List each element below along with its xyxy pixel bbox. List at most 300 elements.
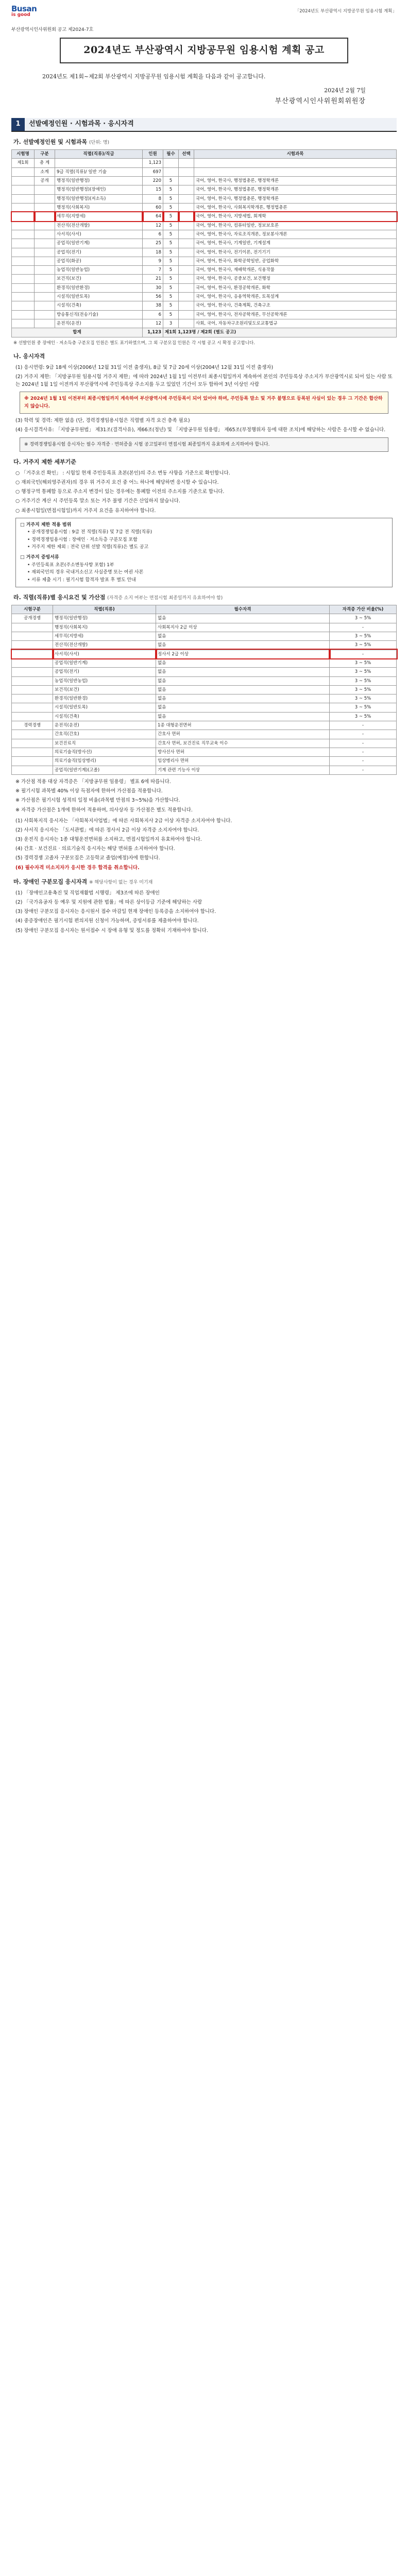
cell-req: 5 — [163, 194, 179, 203]
logo-text: Busan — [11, 4, 37, 13]
qual-cell-rate: - — [330, 721, 397, 730]
cell-opt — [179, 177, 194, 185]
residence-details — [15, 469, 393, 515]
cell-exam — [12, 212, 35, 221]
qual-cell-rate: - — [330, 739, 397, 748]
qual-row — [12, 748, 397, 757]
cell-count: 6 — [143, 230, 163, 239]
table-row — [12, 167, 397, 176]
cell-subjects: 국어, 영어, 한국사, 사회복지학개론, 행정법총론 — [194, 203, 397, 212]
qual-cell-group — [12, 712, 53, 721]
cell-subjects: 사회, 국어, 자동차구조원리및도로교통법규 — [194, 319, 397, 328]
qual-cell-req: 정사서 2급 이상 — [156, 650, 330, 658]
document-reference: 「2024년도 부산광역시 지방공무원 임용시험 계획」 — [295, 9, 397, 14]
cell-count: 12 — [143, 221, 163, 230]
total-note: 제1회 1,123명 / 제2회 (별도 공고) — [163, 328, 397, 337]
cell-series: 보건직(보건) — [55, 275, 143, 283]
qual-row — [12, 757, 397, 766]
residence-detail-item: ○ 「거주요건 확인」 : 시험일 현재 주민등록표 초본(본인)의 주소 변동 사항을 기준으로 확인합니다. — [15, 470, 230, 476]
qual-cell-series: 행정직(일반행정) — [53, 614, 156, 623]
cell-count: 18 — [143, 248, 163, 257]
qual-extra-item: (3) 운전직 응시자는 1종 대형운전면허를 소지하고, 면접시험일까지 유효하여야 합니다. — [15, 837, 202, 843]
qual-cell-series: 사서직(사서) — [53, 650, 156, 658]
cell-exam — [12, 319, 35, 328]
qual-extra-item: (4) 간호 · 보건진료 · 의료기술직 응시자는 해당 면허를 소지하여야 합니다. — [15, 846, 175, 852]
cell-series: 공업직(일반기계) — [55, 239, 143, 248]
proof-title: □ 거주지 증빙서류 — [20, 555, 59, 561]
qual-cell-rate: - — [330, 730, 397, 739]
cell-subjects: 국어, 영어, 한국사, 지방세법, 회계학 — [194, 212, 397, 221]
table-row — [12, 257, 397, 265]
cell-req: 5 — [163, 212, 179, 221]
table-row — [12, 177, 397, 185]
cell-count: 30 — [143, 283, 163, 292]
qual-row — [12, 676, 397, 685]
cell-series: 방송통신직(전송기술) — [55, 310, 143, 319]
eligibility-item: (2) 거주지 제한: 「지방공무원 임용시험 거주지 제한」에 따라 2024년 1월 1일 이전부터 최종시험일까지 계속하여 본인의 주민등록상 주소지가 부산광역시로 되어 있는 사람 또는 2024년 1월 1일 이전까지 부산광역시에 주민등록상 주소지를 두고 있었던 기간이 모두 합하여 3년 이상인 사람 — [15, 374, 393, 388]
qual-cell-req: 1종 대형운전면허 — [156, 721, 330, 730]
cell-type — [35, 221, 55, 230]
qual-cell-series: 보건진료직 — [53, 739, 156, 748]
qual-cell-req: 없음 — [156, 685, 330, 694]
busan-logo — [11, 5, 37, 18]
qual-cell-series: 환경직(일반환경) — [53, 694, 156, 703]
qual-cell-req: 없음 — [156, 658, 330, 667]
disability-item: (1) 「장애인고용촉진 및 직업재활법 시행령」 제3조에 따른 장애인 — [15, 890, 160, 896]
cell-count: 21 — [143, 275, 163, 283]
qual-cell-group — [12, 641, 53, 650]
qual-cell-group — [12, 685, 53, 694]
qual-row — [12, 658, 397, 667]
qual-cell-group: 공개경쟁 — [12, 614, 53, 623]
cell-subjects: 국어, 영어, 한국사, 공중보건, 보건행정 — [194, 275, 397, 283]
qual-cell-req: 없음 — [156, 668, 330, 676]
table-row — [12, 194, 397, 203]
qual-cell-rate: 3 ~ 5% — [330, 712, 397, 721]
intro-text: 2024년도 제1회~제2회 부산광역시 지방공무원 임용시험 계획을 다음과 같이 공고합니다. — [42, 73, 266, 80]
cell-subjects: 국어, 영어, 한국사, 화학공학일반, 공업화학 — [194, 257, 397, 265]
eligibility-list — [15, 364, 393, 452]
cell-count: 64 — [143, 212, 163, 221]
page-title: 2024년도 부산광역시 지방공무원 임용시험 계획 공고 — [83, 44, 325, 56]
qual-cell-req: 없음 — [156, 676, 330, 685]
title-box — [60, 38, 348, 63]
qual-row — [12, 685, 397, 694]
cell-type — [35, 301, 55, 310]
eligibility-item: (3) 학력 및 경력: 제한 없음 (단, 경력경쟁임용시험은 직렬별 자격 요건 충족 필요) — [15, 418, 190, 424]
qual-cell-group — [12, 694, 53, 703]
disability-item: (4) 중증장애인은 필기시험 편의지원 신청이 가능하며, 증빙서류를 제출하여야 합니다. — [15, 918, 199, 924]
disability-list — [15, 889, 393, 935]
cell-count: 1,123 — [143, 159, 163, 167]
qual-cell-series: 공업직(일반기계) — [53, 658, 156, 667]
cell-exam — [12, 293, 35, 301]
cell-subjects: 국어, 영어, 한국사, 자료조직개론, 정보봉사개론 — [194, 230, 397, 239]
cell-count: 7 — [143, 266, 163, 275]
cell-series: 전산직(전산개발) — [55, 221, 143, 230]
header-series: 직렬(직류)/직급 — [55, 150, 143, 159]
cell-req: 5 — [163, 177, 179, 185]
cell-type: 공개 — [35, 177, 55, 185]
cell-count: 8 — [143, 194, 163, 203]
cell-type — [35, 275, 55, 283]
notice-number: 부산광역시인사위원회 공고 제2024-7호 — [11, 27, 94, 32]
table-footnote: ※ 선발인원 중 장애인 · 저소득층 구분모집 인원은 별도 표기하였으며, 그 외 구분모집 인원은 각 시험 공고 시 확정 공고합니다. — [13, 340, 255, 346]
cell-subjects: 국어, 영어, 한국사, 건축계획, 건축구조 — [194, 301, 397, 310]
cell-req: 5 — [163, 275, 179, 283]
qual-cell-req: 없음 — [156, 614, 330, 623]
subsection-d-label: 라. 직렬(직류)별 응시요건 및 가산점 — [13, 594, 106, 601]
cell-count: 25 — [143, 239, 163, 248]
total-count: 1,123 — [143, 328, 163, 337]
cell-opt — [179, 221, 194, 230]
cell-type — [35, 185, 55, 194]
qual-cell-rate: 3 ~ 5% — [330, 614, 397, 623]
qual-cell-series: 운전직(운전) — [53, 721, 156, 730]
cell-type — [35, 293, 55, 301]
table-row — [12, 301, 397, 310]
cell-series — [55, 159, 143, 167]
qual-cell-rate: 3 ~ 5% — [330, 694, 397, 703]
table-row — [12, 185, 397, 194]
cell-subjects: 국어, 영어, 한국사, 행정법총론, 행정학개론 — [194, 194, 397, 203]
cell-count: 9 — [143, 257, 163, 265]
qual-cell-rate: 3 ~ 5% — [330, 632, 397, 640]
residence-detail-item: ○ 거주기간 계산 시 주민등록 말소 또는 거주 불명 기간은 산입하지 않습니다. — [15, 498, 180, 504]
cell-exam — [12, 283, 35, 292]
proof-item: • 서류 제출 시기 : 필기시험 합격자 발표 후 별도 안내 — [27, 577, 136, 583]
residence-notice-text: ※ 2024년 1월 1일 이전부터 최종시험일까지 계속하여 부산광역시에 주민등록이 되어 있어야 하며, 주민등록 말소 및 거주 불명으로 등록된 사실이 있는 경우 그 기간은 합산하지 않습니다. — [24, 396, 383, 409]
qual-cell-req: 사회복지사 2급 이상 — [156, 623, 330, 632]
qual-cell-series: 시설직(건축) — [53, 712, 156, 721]
cell-opt — [179, 266, 194, 275]
cell-series: 행정직(일반행정)(저소득) — [55, 194, 143, 203]
cell-subjects: 국어, 영어, 한국사, 전자공학개론, 무선공학개론 — [194, 310, 397, 319]
qual-cell-group — [12, 658, 53, 667]
cell-series: 시설직(건축) — [55, 301, 143, 310]
cell-req: 5 — [163, 203, 179, 212]
qual-extra-item: (5) 경력경쟁 고졸자 구분모집은 고등학교 졸업(예정)자에 한합니다. — [15, 855, 160, 861]
qual-row — [12, 623, 397, 632]
qual-cell-rate: 3 ~ 5% — [330, 641, 397, 650]
qual-cell-req: 간호사 면허 — [156, 730, 330, 739]
cell-type — [35, 248, 55, 257]
subsection-a-label: 가. 선발예정인원 및 시험과목 — [13, 139, 88, 146]
cell-opt — [179, 310, 194, 319]
qual-row — [12, 632, 397, 640]
table-row — [12, 266, 397, 275]
cell-exam — [12, 221, 35, 230]
cell-subjects: 국어, 영어, 한국사, 행정법총론, 행정학개론 — [194, 177, 397, 185]
cell-type — [35, 239, 55, 248]
cell-exam — [12, 266, 35, 275]
cell-type — [35, 257, 55, 265]
cell-opt — [179, 167, 194, 176]
qual-cell-series: 공업직(일반기계)(고졸) — [53, 766, 156, 774]
total-label: 합계 — [12, 328, 143, 337]
qual-cell-series: 전산직(전산개발) — [53, 641, 156, 650]
header-count: 인원 — [143, 150, 163, 159]
cell-type: 총 계 — [35, 159, 55, 167]
qual-row — [12, 694, 397, 703]
qual-extra-item: (1) 사회복지직 응시자는 「사회복지사업법」에 따른 사회복지사 2급 이상 자격증 소지자여야 합니다. — [15, 818, 232, 824]
cell-req: 5 — [163, 301, 179, 310]
qual-cell-req: 없음 — [156, 703, 330, 712]
qual-footnote: ※ 가산점 적용 대상 자격증은 「지방공무원 임용령」 별표 6에 따릅니다. — [15, 778, 171, 785]
cell-opt — [179, 239, 194, 248]
cell-opt — [179, 301, 194, 310]
qual-cell-req: 방사선사 면허 — [156, 748, 330, 757]
cell-opt — [179, 283, 194, 292]
qual-cell-req: 없음 — [156, 632, 330, 640]
table-row — [12, 310, 397, 319]
cell-type — [35, 283, 55, 292]
table-row — [12, 283, 397, 292]
table-row — [12, 221, 397, 230]
header-optional: 선택 — [179, 150, 194, 159]
cell-opt — [179, 275, 194, 283]
cell-count: 6 — [143, 310, 163, 319]
qual-row — [12, 641, 397, 650]
cell-exam — [12, 230, 35, 239]
cell-series: 사서직(사서) — [55, 230, 143, 239]
qual-cell-rate: 3 ~ 5% — [330, 676, 397, 685]
qual-row — [12, 614, 397, 623]
cell-series: 환경직(일반환경) — [55, 283, 143, 292]
cell-exam — [12, 177, 35, 185]
table-row — [12, 293, 397, 301]
qual-row — [12, 721, 397, 730]
proof-item: • 재외국민의 경우 국내거소신고 사실증명 또는 여권 사본 — [27, 570, 144, 575]
residence-detail-item: ○ 재외국민(해외영주권자)의 경우 위 거주지 요건 중 어느 하나에 해당하면 응시할 수 있습니다. — [15, 480, 219, 486]
total-row — [12, 328, 397, 337]
qual-row — [12, 766, 397, 774]
scope-item: • 공개경쟁임용시험 : 9급 전 직렬(직류) 및 7급 전 직렬(직류) — [27, 530, 152, 535]
recruitment-table — [11, 149, 397, 337]
cell-subjects: 국어, 영어, 한국사, 재배학개론, 식용작물 — [194, 266, 397, 275]
disability-item: (3) 장애인 구분모집 응시자는 응시원서 접수 마감일 현재 장애인 등록증을 소지하여야 합니다. — [15, 909, 216, 915]
cell-req: 5 — [163, 266, 179, 275]
qual-cell-series: 시설직(일반토목) — [53, 703, 156, 712]
qual-cell-req: 없음 — [156, 641, 330, 650]
table-row — [12, 319, 397, 328]
top-bar — [11, 0, 397, 24]
qual-cell-rate: - — [330, 748, 397, 757]
residence-notice-box — [20, 392, 388, 414]
table-row — [12, 159, 397, 167]
qual-cell-rate: - — [330, 766, 397, 774]
cell-subjects: 국어, 영어, 한국사, 환경공학개론, 화학 — [194, 283, 397, 292]
qual-footnote: ※ 가산점은 필기시험 성적의 일정 비율(과목별 만점의 3~5%)을 가산합니다. — [15, 798, 180, 804]
qual-cell-group — [12, 766, 53, 774]
qual-cell-group — [12, 668, 53, 676]
qual-cell-rate: - — [330, 757, 397, 766]
qual-header: 필수자격 — [156, 605, 330, 614]
cell-subjects: 국어, 영어, 한국사, 행정법총론, 행정학개론 — [194, 185, 397, 194]
qual-cell-series: 세무직(지방세) — [53, 632, 156, 640]
cell-series: 농업직(일반농업) — [55, 266, 143, 275]
section-number: 1 — [11, 118, 25, 131]
qual-cell-group — [12, 650, 53, 658]
qual-cell-rate: - — [330, 650, 397, 658]
qual-cell-group — [12, 748, 53, 757]
table-header-row — [12, 150, 397, 159]
qual-cell-req: 없음 — [156, 694, 330, 703]
scope-title: □ 거주지 제한 적용 범위 — [20, 522, 72, 528]
logo-subtext: is good — [11, 12, 30, 18]
qual-cell-rate: - — [330, 623, 397, 632]
cell-exam — [12, 248, 35, 257]
cell-exam — [12, 275, 35, 283]
table-row — [12, 248, 397, 257]
disability-item: (5) 장애인 구분모집 응시자는 원서접수 시 장애 유형 및 정도를 정확히 기재하여야 합니다. — [15, 927, 208, 934]
issuer-name: 부산광역시인사위원회위원장 — [275, 97, 366, 106]
cell-count: 60 — [143, 203, 163, 212]
cell-req: 5 — [163, 185, 179, 194]
qual-extra-item: (6) 필수자격 미소지자가 응시한 경우 합격을 취소합니다. — [15, 865, 140, 871]
subsection-b-title: 나. 응시자격 — [13, 352, 45, 360]
qual-cell-req: 간호사 면허, 보건진료 직무교육 이수 — [156, 739, 330, 748]
residence-detail-item: ○ 최종시험일(면접시험일)까지 거주지 요건을 유지하여야 합니다. — [15, 507, 156, 514]
cell-opt — [179, 293, 194, 301]
table-row — [12, 275, 397, 283]
qual-cell-group — [12, 757, 53, 766]
header-type: 구분 — [35, 150, 55, 159]
cell-req — [163, 167, 179, 176]
cell-type — [35, 230, 55, 239]
cell-req: 5 — [163, 239, 179, 248]
cell-exam — [12, 185, 35, 194]
cell-exam — [12, 194, 35, 203]
cell-opt — [179, 159, 194, 167]
qual-cell-series: 의료기술직(방사선) — [53, 748, 156, 757]
cell-series: 행정직(일반행정)(장애인) — [55, 185, 143, 194]
cell-subjects: 국어, 영어, 한국사, 기계일반, 기계설계 — [194, 239, 397, 248]
career-notice-text: ※ 경력경쟁임용시험 응시자는 필수 자격증 · 면허증을 시험 공고일부터 면접시험 최종일까지 유효하게 소지하여야 합니다. — [24, 442, 270, 447]
qual-row — [12, 730, 397, 739]
table-row — [12, 212, 397, 221]
cell-subjects — [194, 167, 397, 176]
cell-count: 697 — [143, 167, 163, 176]
header-exam: 시험명 — [12, 150, 35, 159]
cell-exam — [12, 167, 35, 176]
cell-series: 행정직(일반행정) — [55, 177, 143, 185]
qual-row — [12, 703, 397, 712]
subsection-e-note: ※ 해당사항이 없는 경우 미기재 — [89, 879, 153, 885]
scope-item: • 거주지 제한 제외 : 전국 단위 선발 직렬(직류)은 별도 공고 — [27, 545, 149, 550]
cell-count: 15 — [143, 185, 163, 194]
qual-header: 직렬(직류) — [53, 605, 156, 614]
unit-note: (단위: 명) — [89, 140, 110, 146]
cell-opt — [179, 230, 194, 239]
qual-row — [12, 668, 397, 676]
cell-req: 3 — [163, 319, 179, 328]
cell-series: 9급 직렬(직류)/ 일반 기술 — [55, 167, 143, 176]
cell-count: 56 — [143, 293, 163, 301]
cell-req: 5 — [163, 230, 179, 239]
qualification-table — [11, 605, 397, 775]
notice-date: 2024년 2월 7일 — [324, 87, 366, 94]
cell-subjects: 국어, 영어, 한국사, 전기이론, 전기기기 — [194, 248, 397, 257]
qual-cell-rate: 3 ~ 5% — [330, 658, 397, 667]
qual-footnote: ※ 자격증 가산점은 1개에 한하여 적용하며, 의사상자 등 가산점은 별도 적용합니다. — [15, 807, 193, 813]
cell-opt — [179, 248, 194, 257]
cell-exam — [12, 257, 35, 265]
qual-header: 자격증 가산 비율(%) — [330, 605, 397, 614]
cell-type — [35, 194, 55, 203]
cell-exam — [12, 203, 35, 212]
cell-subjects — [194, 159, 397, 167]
disability-item: (2) 「국가유공자 등 예우 및 지원에 관한 법률」에 따른 상이등급 기준에 해당하는 사람 — [15, 900, 202, 906]
cell-series: 세무직(지방세) — [55, 212, 143, 221]
cell-exam — [12, 310, 35, 319]
qual-cell-group — [12, 703, 53, 712]
subsection-e-title — [13, 878, 397, 886]
qual-header: 시험구분 — [12, 605, 53, 614]
cell-req: 5 — [163, 293, 179, 301]
qual-cell-series: 행정직(사회복지) — [53, 623, 156, 632]
qual-extra-item: (2) 사서직 응시자는 「도서관법」에 따른 정사서 2급 이상 자격증 소지자여야 합니다. — [15, 827, 199, 833]
cell-series: 공업직(화공) — [55, 257, 143, 265]
cell-series: 운전직(운전) — [55, 319, 143, 328]
scope-box — [15, 518, 393, 587]
subsection-e-label: 마. 장애인 구분모집 응시자격 — [13, 878, 88, 885]
cell-subjects: 국어, 영어, 한국사, 컴퓨터일반, 정보보호론 — [194, 221, 397, 230]
proof-item: • 주민등록표 초본(주소변동사항 포함) 1부 — [27, 562, 114, 568]
section-title: 선발예정인원 · 시험과목 · 응시자격 — [25, 118, 397, 131]
qual-cell-rate: 3 ~ 5% — [330, 703, 397, 712]
cell-req — [163, 159, 179, 167]
eligibility-item: (1) 응시연령: 9급 18세 이상(2006년 12월 31일 이전 출생자), 8급 및 7급 20세 이상(2004년 12월 31일 이전 출생자) — [15, 364, 274, 370]
qual-row — [12, 650, 397, 658]
cell-opt — [179, 203, 194, 212]
subsection-c-title: 다. 거주지 제한 세부기준 — [13, 458, 76, 465]
qual-row — [12, 739, 397, 748]
subsection-d-title — [13, 594, 397, 602]
cell-type — [35, 310, 55, 319]
cell-req: 5 — [163, 257, 179, 265]
cell-opt — [179, 194, 194, 203]
cell-opt — [179, 185, 194, 194]
cell-count: 38 — [143, 301, 163, 310]
cell-type: 소계 — [35, 167, 55, 176]
eligibility-item: (4) 응시결격사유: 「지방공무원법」 제31조(결격사유), 제66조(정년) 및 「지방공무원 임용령」 제65조(부정행위자 등에 대한 조치)에 해당하는 사람은 응시할 수 없습니다. — [15, 427, 386, 433]
cell-type — [35, 212, 55, 221]
header-subjects: 시험과목 — [194, 150, 397, 159]
cell-subjects: 국어, 영어, 한국사, 응용역학개론, 토목설계 — [194, 293, 397, 301]
cell-exam: 제1회 — [12, 159, 35, 167]
qual-cell-rate: 3 ~ 5% — [330, 685, 397, 694]
table-row — [12, 239, 397, 248]
residence-detail-item: ○ 행정구역 통폐합 등으로 주소지 변경이 있는 경우에는 통폐합 이전의 주소지를 기준으로 합니다. — [15, 489, 225, 495]
qual-cell-series: 공업직(전기) — [53, 668, 156, 676]
qual-cell-series: 보건직(보건) — [53, 685, 156, 694]
qual-cell-group — [12, 739, 53, 748]
subsection-a-title — [13, 138, 397, 146]
cell-req: 5 — [163, 283, 179, 292]
qual-cell-req: 기계 관련 기능사 이상 — [156, 766, 330, 774]
cell-req: 5 — [163, 248, 179, 257]
cell-req: 5 — [163, 310, 179, 319]
scope-item: • 경력경쟁임용시험 : 장애인 · 저소득층 구분모집 포함 — [27, 537, 138, 543]
cell-req: 5 — [163, 221, 179, 230]
table-row — [12, 203, 397, 212]
qual-cell-group — [12, 730, 53, 739]
cell-count: 220 — [143, 177, 163, 185]
table-row — [12, 230, 397, 239]
cell-type — [35, 319, 55, 328]
qual-footnote: ※ 필기시험 과목별 40% 이상 득점자에 한하여 가산점을 적용합니다. — [15, 788, 163, 794]
